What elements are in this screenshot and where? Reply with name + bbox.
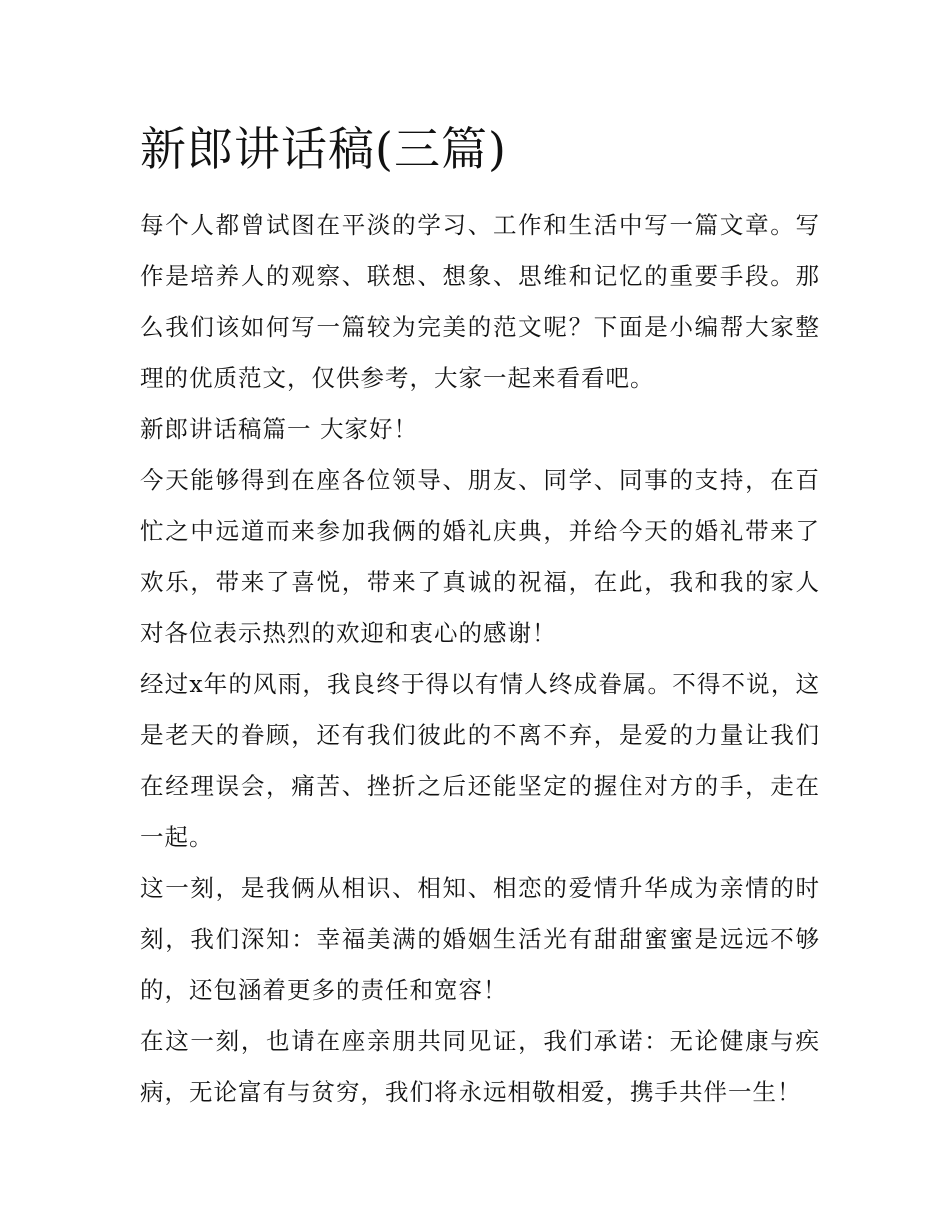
paragraph-thanks: 今天能够得到在座各位领导、朋友、同学、同事的支持，在百忙之中远道而来参加我俩的婚礼庆典，并给今天的婚礼带来了欢乐，带来了喜悦，带来了真诚的祝福，在此，我和我的家人对各位表示热烈的欢迎和衷心的感谢！: [140, 466, 820, 647]
paragraph-years: 经过x年的风雨，我良终于得以有情人终成眷属。不得不说，这是老天的眷顾，还有我们彼此的不离不弃，是爱的力量让我们在经理误会，痛苦、挫折之后还能坚定的握住对方的手，走在一起。: [140, 670, 820, 851]
paragraph-moment: 这一刻，是我俩从相识、相知、相恋的爱情升华成为亲情的时刻，我们深知：幸福美满的婚姻生活光有甜甜蜜蜜是远远不够的，还包涵着更多的责任和宽容！: [140, 874, 820, 1004]
document-title: 新郎讲话稿(三篇): [140, 122, 507, 176]
paragraph-section-heading: 新郎讲话稿篇一 大家好！: [140, 415, 418, 443]
paragraph-promise: 在这一刻，也请在座亲朋共同见证，我们承诺：无论健康与疾病，无论富有与贫穷，我们将永远相敬相爱，携手共伴一生！: [140, 1027, 820, 1106]
document-page: [140, 112, 820, 1118]
paragraph-intro: 每个人都曾试图在平淡的学习、工作和生活中写一篇文章。写作是培养人的观察、联想、想象、思维和记忆的重要手段。那么我们该如何写一篇较为完美的范文呢？下面是小编帮大家整理的优质范文，仅供参考，大家一起来看看吧。: [140, 211, 820, 392]
